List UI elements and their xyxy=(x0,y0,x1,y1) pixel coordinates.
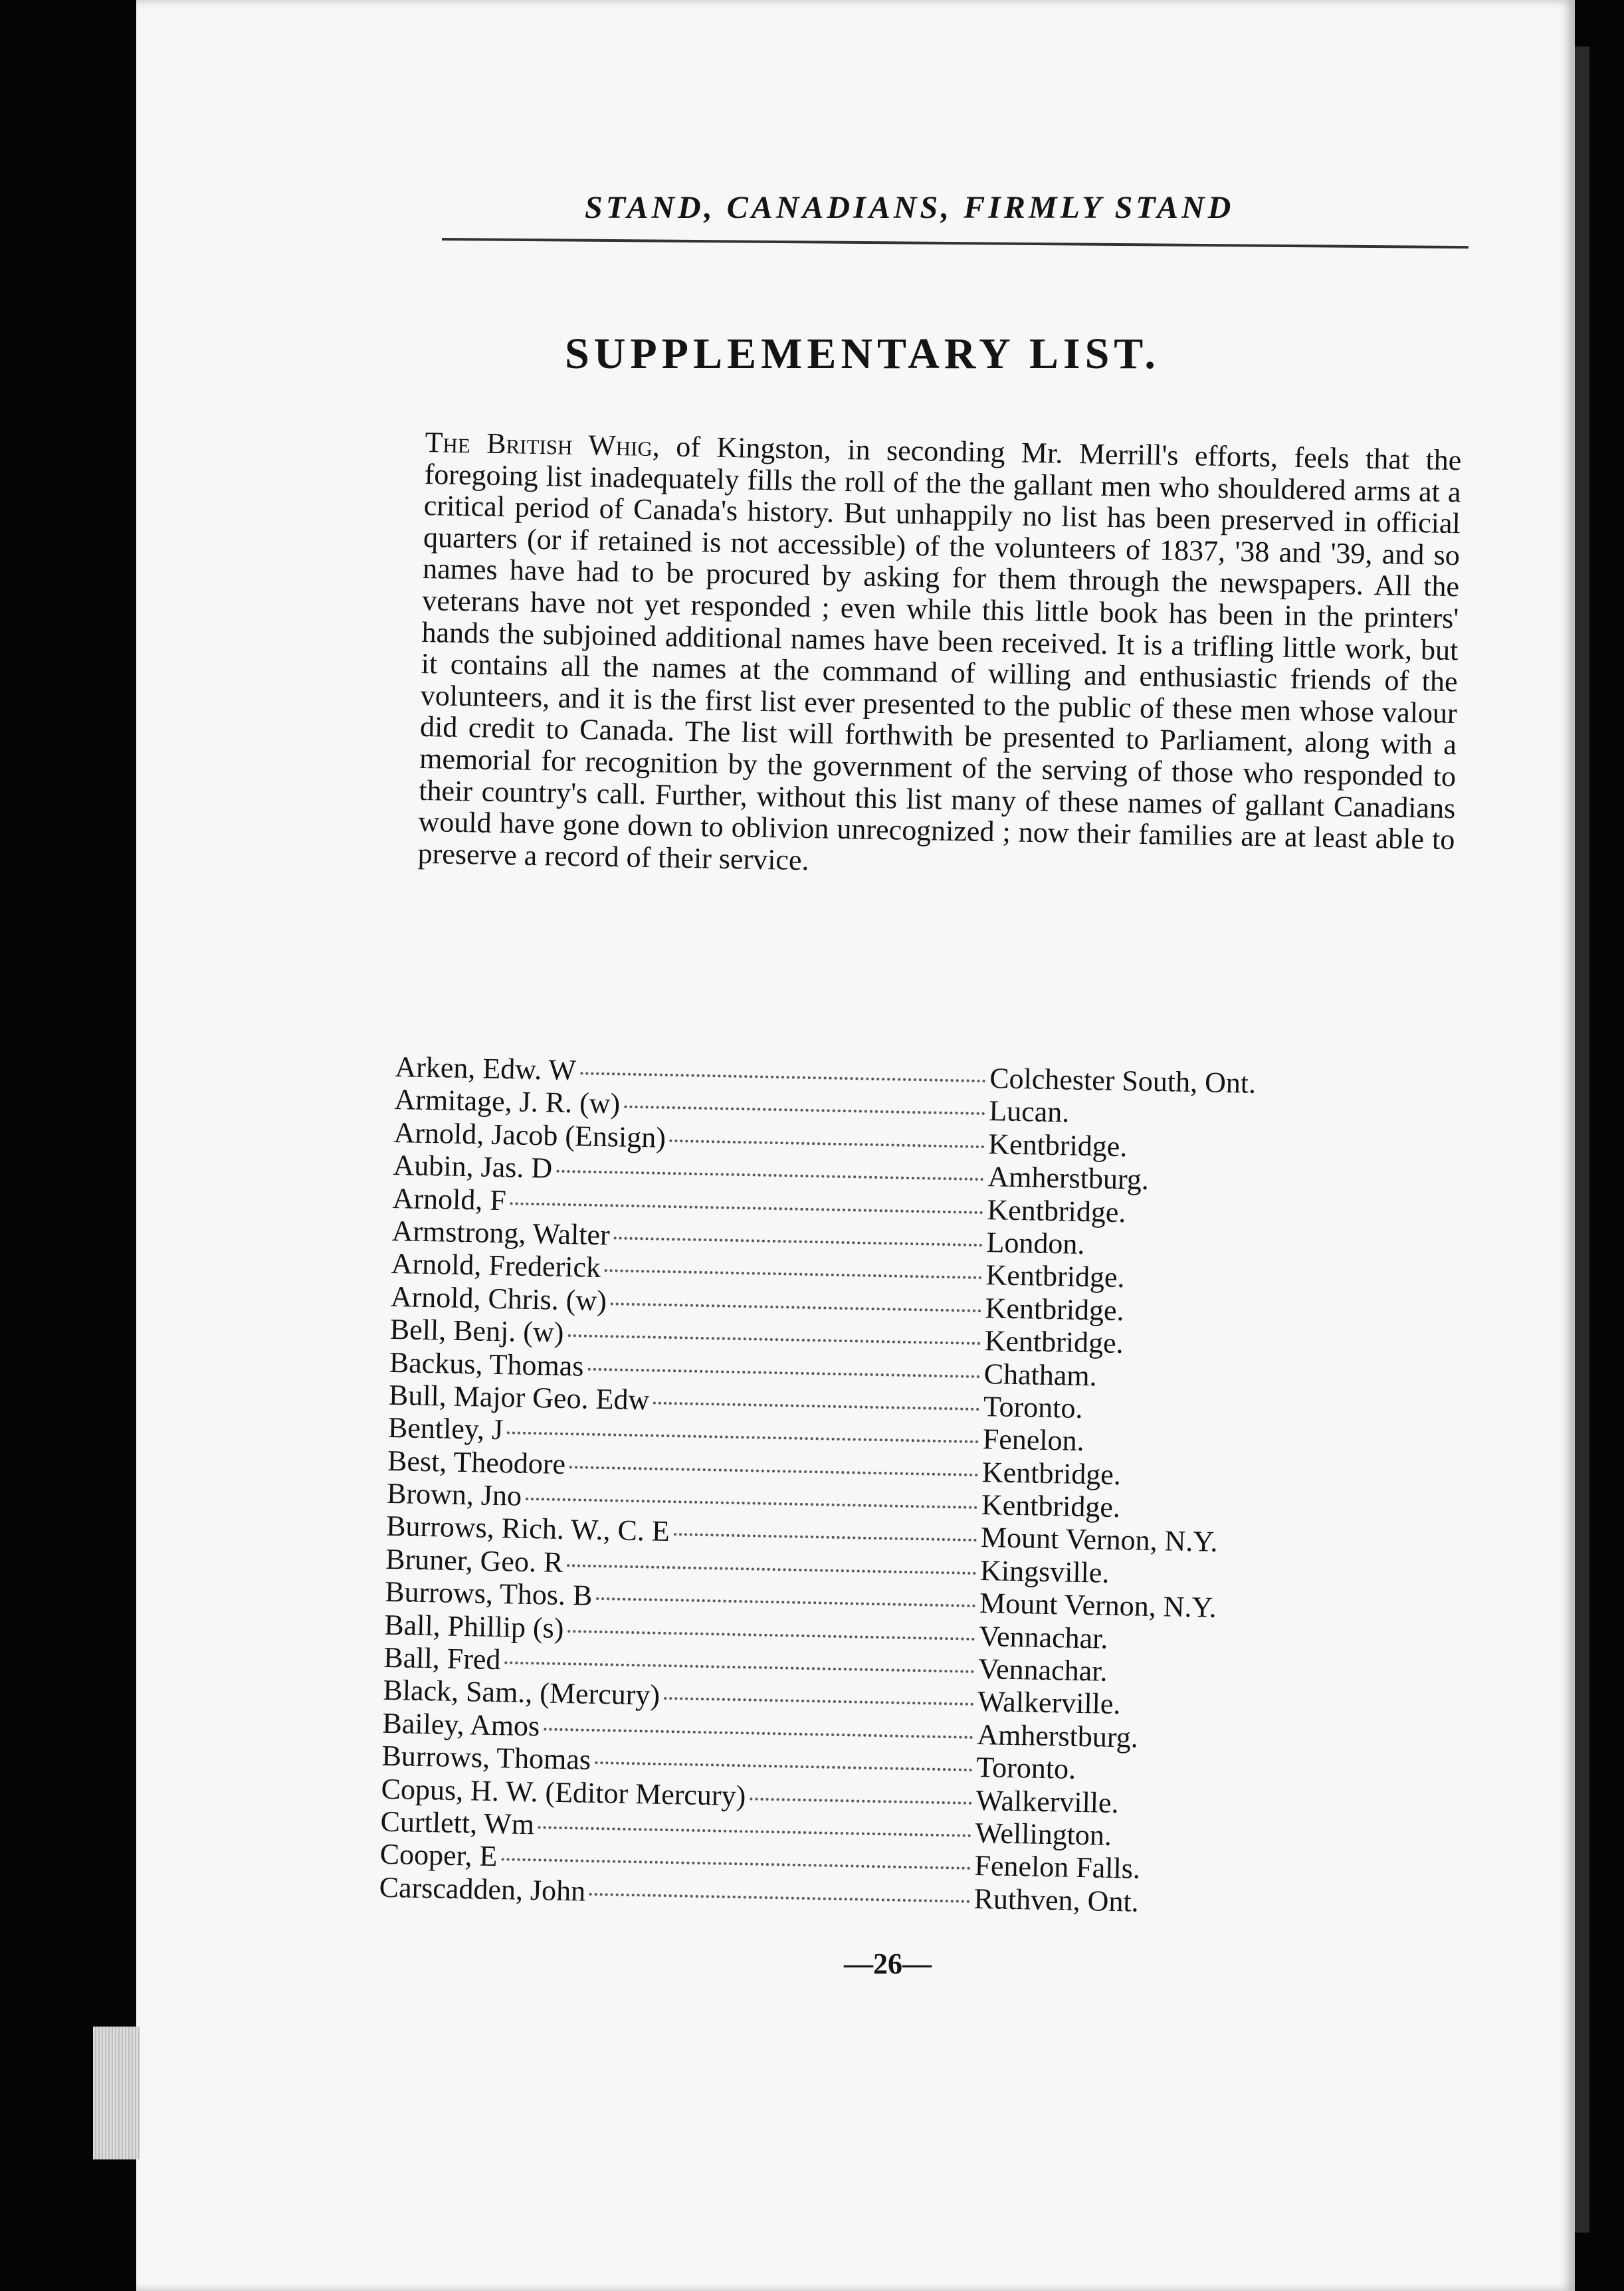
dot-leader xyxy=(589,1893,970,1903)
dot-leader xyxy=(750,1797,971,1804)
entry-place: Vennachar. xyxy=(977,1652,1108,1688)
entry-place: Kentbridge. xyxy=(981,1455,1122,1491)
entry-place: Fenelon Falls. xyxy=(974,1849,1141,1886)
entry-place: Kentbridge. xyxy=(985,1291,1125,1327)
entry-place: Kentbridge. xyxy=(985,1258,1126,1294)
book-spine xyxy=(1575,47,1589,2233)
dot-leader xyxy=(567,1564,976,1575)
entry-name: Arnold, Chris. (w) xyxy=(390,1280,607,1317)
running-head: STAND, CANADIANS, FIRMLY STAND xyxy=(585,190,1235,225)
entry-name: Backus, Thomas xyxy=(389,1345,584,1383)
entry-place: Kentbridge. xyxy=(987,1127,1128,1163)
entry-name: Arken, Edw. W xyxy=(395,1050,577,1087)
entry-place: Kentbridge. xyxy=(981,1488,1121,1524)
dot-leader xyxy=(507,1432,979,1444)
dot-leader xyxy=(624,1106,985,1115)
entry-name: Armstrong, Walter xyxy=(391,1214,611,1252)
dot-leader xyxy=(674,1534,977,1542)
entry-name: Ball, Fred xyxy=(383,1641,501,1676)
entry-name: Burrows, Rich. W., C. E xyxy=(385,1510,670,1548)
entry-place: Toronto. xyxy=(983,1389,1083,1425)
entry-place: Toronto. xyxy=(975,1751,1076,1786)
entry-name: Armitage, J. R. (w) xyxy=(394,1083,621,1120)
dot-leader xyxy=(510,1202,983,1214)
dot-leader xyxy=(670,1140,985,1148)
entry-place: Ruthven, Ont. xyxy=(973,1882,1140,1918)
page-number: —26— xyxy=(844,1947,932,1980)
entry-name: Bentley, J xyxy=(387,1411,504,1446)
entry-place: Mount Vernon, N.Y. xyxy=(979,1587,1217,1625)
entry-name: Bull, Major Geo. Edw xyxy=(388,1378,650,1417)
entry-place: London. xyxy=(986,1226,1085,1260)
entry-place: Vennachar. xyxy=(978,1619,1108,1655)
dot-leader xyxy=(544,1728,973,1738)
intro-paragraph xyxy=(417,427,1461,887)
dot-leader xyxy=(614,1237,983,1246)
entry-place: Colchester South, Ont. xyxy=(989,1062,1257,1100)
entry-place: Amherstburg. xyxy=(987,1160,1150,1196)
entry-name: Brown, Jno xyxy=(386,1476,522,1512)
dot-leader xyxy=(595,1761,972,1771)
entry-name: Ball, Phillip (s) xyxy=(383,1608,564,1644)
dot-leader xyxy=(611,1302,981,1312)
intro-lead: The British Whig xyxy=(425,426,653,462)
entry-place: Kingsville. xyxy=(979,1553,1110,1589)
entry-place: Walkerville. xyxy=(975,1783,1120,1819)
entry-name: Bruner, Geo. R xyxy=(385,1542,563,1579)
dot-leader xyxy=(664,1697,973,1706)
page-title: SUPPLEMENTARY LIST. xyxy=(565,330,1160,378)
entry-place: Lucan. xyxy=(988,1094,1070,1129)
dot-leader xyxy=(580,1072,985,1082)
dot-leader xyxy=(556,1170,983,1181)
entry-name: Arnold, Frederick xyxy=(391,1247,601,1284)
entry-place: Chatham. xyxy=(983,1357,1098,1392)
dot-leader xyxy=(596,1597,975,1607)
entry-place: Amherstburg. xyxy=(976,1718,1139,1754)
intro-text: , of Kingston, in seconding Mr. Merrill's efforts, feels that the foregoing list inadequately fills the roll of the the gallant men who shouldered arms at a critical period of Canada's history. But unhappily no list has been preserved in official quarters (or if retained is not accessible) of the volunteers of 1837, '38 and '39, and so names have had to be procured by asking for them through the newspapers. All the veterans have not yet responded ; even while this little book has been in the printers' hands the subjoined additional names have been received. It is a trifling little work, but it contains all the names at the command of willing and enthusiastic friends of the volunteers, and it is the first list ever presented to the public of these men whose valour did credit to Canada. The list will forthwith be presented to Parliament, along with a memorial for recognition by the government of the serving of those who responded to their country's call. Further, without this list many of these names of gallant Canadians would have gone down to oblivion unrecognized ; now their families are at least able to preserve a record of their service. xyxy=(417,429,1462,876)
entry-place: Mount Vernon, N.Y. xyxy=(980,1521,1218,1559)
entry-name: Burrows, Thomas xyxy=(381,1740,591,1777)
entry-place: Kentbridge. xyxy=(987,1193,1126,1229)
entry-name: Bailey, Amos xyxy=(382,1706,540,1743)
entry-place: Kentbridge. xyxy=(984,1324,1124,1360)
entry-name: Best, Theodore xyxy=(387,1444,566,1480)
dot-leader xyxy=(587,1367,979,1377)
dot-leader xyxy=(567,1630,975,1641)
entry-name: Curtlett, Wm xyxy=(380,1805,535,1841)
dot-leader xyxy=(653,1401,979,1410)
dot-leader xyxy=(501,1858,970,1870)
dot-leader xyxy=(569,1466,978,1476)
entry-name: Bell, Benj. (w) xyxy=(389,1313,564,1349)
entry-name: Aubin, Jas. D xyxy=(393,1149,553,1185)
dot-leader xyxy=(504,1661,974,1673)
entry-name: Arnold, Jacob (Ensign) xyxy=(393,1116,666,1154)
entry-name: Burrows, Thos. B xyxy=(384,1575,593,1613)
entry-name: Copus, H. W. (Editor Mercury) xyxy=(381,1772,746,1812)
entry-name: Carscadden, John xyxy=(379,1870,586,1908)
entry-name: Arnold, F xyxy=(392,1181,507,1217)
dot-leader xyxy=(526,1498,977,1509)
volunteer-list xyxy=(379,1050,1428,1923)
dot-leader xyxy=(567,1334,980,1345)
dot-leader xyxy=(538,1826,971,1837)
entry-place: Wellington. xyxy=(975,1816,1112,1852)
entry-place: Walkerville. xyxy=(977,1685,1121,1721)
dot-leader xyxy=(605,1269,982,1279)
entry-name: Cooper, E xyxy=(379,1838,498,1873)
entry-place: Fenelon. xyxy=(982,1423,1085,1458)
entry-name: Black, Sam., (Mercury) xyxy=(383,1674,660,1712)
page-edges xyxy=(93,2027,140,2159)
